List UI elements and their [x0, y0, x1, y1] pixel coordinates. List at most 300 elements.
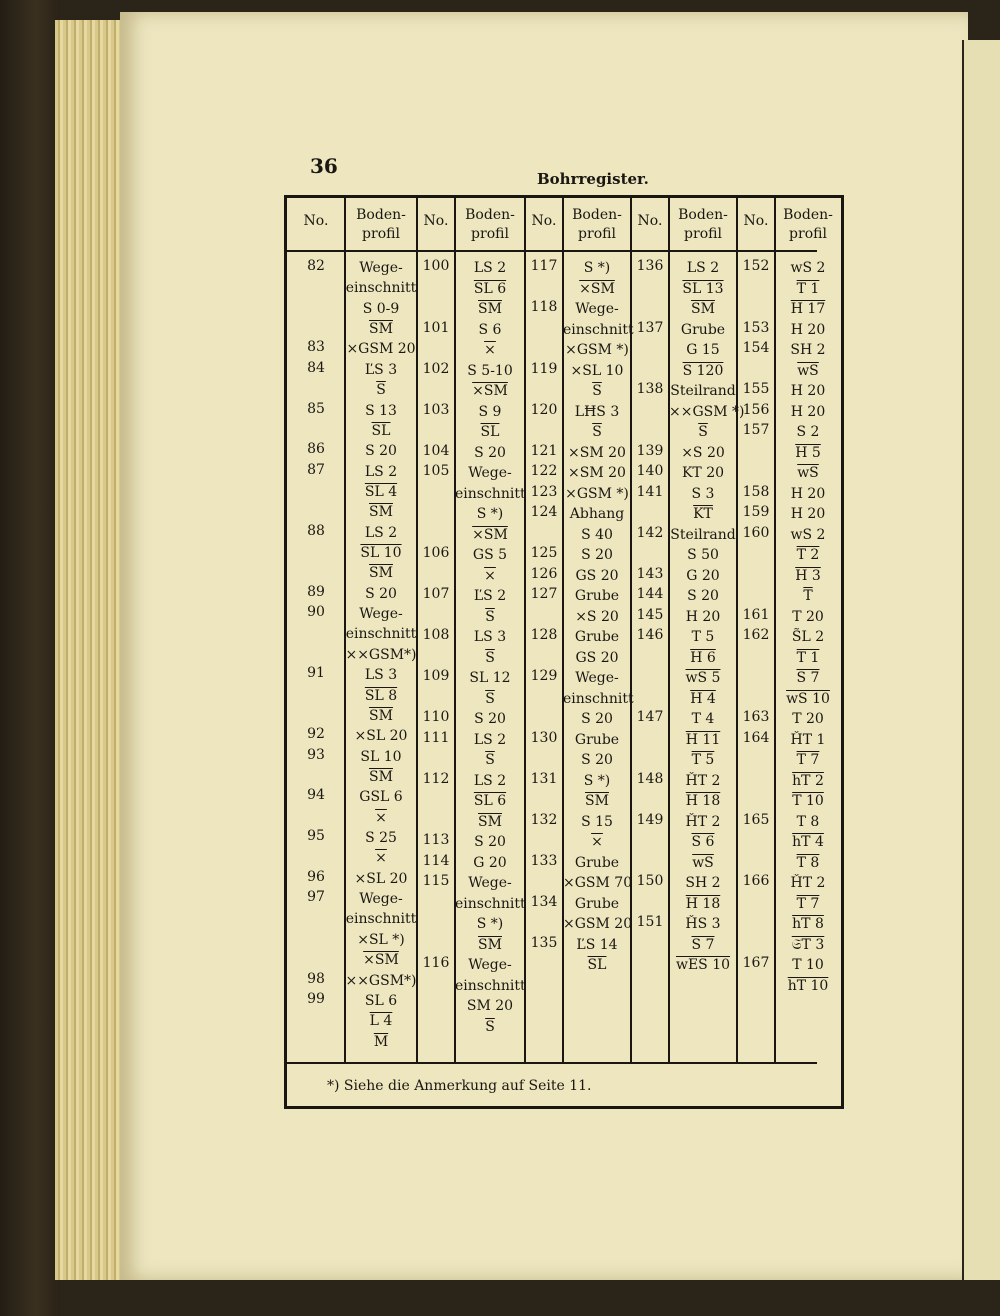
profil-line: $\overline{SM}$ — [369, 707, 393, 724]
profil-line: $\overline{S}$ — [592, 383, 602, 399]
bodenprofil-entry — [775, 422, 841, 484]
bodenprofil-entry — [563, 361, 631, 402]
row-number: 146 — [636, 627, 664, 643]
row-number: 149 — [636, 811, 664, 828]
profil-line: $\overline{SM}$ — [369, 768, 393, 785]
profil-line: S 13 — [365, 402, 397, 419]
bodenprofil-entry — [345, 258, 417, 339]
bodenprofil-entry — [669, 812, 737, 874]
profil-line: $\overline{SM}$ — [369, 565, 393, 582]
row-number: 128 — [530, 627, 558, 643]
bodenprofil-entry — [455, 853, 525, 874]
profil-line: T 10 — [792, 957, 824, 973]
bodenprofil-entry — [775, 812, 841, 874]
profil-line: ×GSM 20 — [346, 341, 416, 358]
bodenprofil-entry — [345, 462, 417, 523]
bodenprofil-entry — [345, 604, 417, 665]
bodenprofil-entry — [669, 525, 737, 566]
row-number: 90 — [307, 604, 325, 621]
profil-line: einschnitt — [563, 690, 634, 707]
profil-line: wS 2 — [790, 526, 826, 543]
profil-line: LS 3 — [473, 629, 507, 645]
bodenprofil-entry — [669, 320, 737, 382]
profil-line: ×GSM 70 — [563, 875, 633, 891]
profil-line: einschnitt — [455, 977, 526, 994]
profil-line: $\overline{SL}$ — [587, 957, 607, 973]
running-title: Bohrregister. — [537, 170, 649, 188]
bodenprofil-entry — [775, 955, 841, 996]
profil-line: Grube — [574, 629, 620, 645]
profil-line: H 20 — [790, 321, 826, 338]
profil-line: Steilrand — [670, 383, 736, 399]
profil-line: ĽS 2 — [473, 588, 507, 604]
profil-line: ȞT 2 — [685, 772, 721, 789]
profil-line: S 9 — [478, 403, 502, 420]
header-bodenprofil: Boden- profil — [356, 207, 406, 242]
profil-line: $\overline{SM}$ — [369, 504, 393, 521]
row-number: 113 — [422, 832, 450, 848]
profil-line: H 20 — [790, 485, 826, 502]
bodenprofil-entry — [563, 586, 631, 627]
profil-line: S 20 — [365, 443, 397, 460]
bodenprofil-entry — [345, 971, 417, 991]
row-number: 161 — [742, 606, 770, 623]
bodenprofil-entry — [455, 361, 525, 402]
profil-line: S *) — [476, 506, 504, 522]
bodenprofil-entry — [669, 586, 737, 607]
profil-line: T 10 — [792, 793, 824, 809]
row-number: 114 — [422, 852, 450, 869]
footnote: *) Siehe die Anmerkung auf Seite 11. — [327, 1078, 592, 1094]
profil-line: LS 2 — [364, 524, 398, 541]
row-number: 151 — [636, 914, 664, 930]
row-number: 131 — [530, 770, 558, 787]
bodenprofil-entry — [775, 730, 841, 812]
profil-line: ×SM 20 — [568, 465, 626, 481]
row-number: 102 — [422, 360, 450, 377]
profil-line: S 6 — [691, 834, 715, 850]
profil-line: SH 2 — [685, 875, 721, 891]
bodenprofil-entry — [563, 566, 631, 587]
row-number: 115 — [422, 873, 450, 889]
row-number: 100 — [422, 258, 450, 274]
profil-line: einschnitt — [345, 911, 417, 928]
row-number: 148 — [636, 770, 664, 787]
profil-line: S 20 — [474, 444, 506, 461]
bodenprofil-entry — [563, 771, 631, 812]
bodenprofil-entry — [455, 627, 525, 668]
header-no: No. — [637, 213, 663, 229]
profil-line: SM 20 — [466, 998, 514, 1014]
bodenprofil-entry — [669, 627, 737, 709]
footnote-rule — [287, 1062, 817, 1064]
profil-line: ×S 20 — [681, 444, 725, 461]
bodenprofil-entry — [775, 258, 841, 320]
bodenprofil-entry — [669, 607, 737, 628]
row-number: 136 — [636, 258, 664, 274]
row-number: 96 — [307, 868, 325, 885]
row-number: 120 — [530, 401, 558, 418]
profil-line: T 4 — [691, 711, 715, 727]
profil-line: Wege- — [468, 957, 512, 973]
row-number: 155 — [742, 381, 770, 397]
profil-line: SH 2 — [790, 342, 826, 358]
profil-line: wES 10 — [675, 957, 731, 973]
row-number: 117 — [530, 258, 558, 274]
bodenprofil-entry — [345, 523, 417, 584]
profil-line: × — [591, 834, 603, 850]
row-number: 143 — [636, 565, 664, 582]
profil-line: G 15 — [686, 342, 720, 358]
row-number: 167 — [742, 955, 770, 971]
profil-line: ×SM — [472, 383, 508, 399]
row-number: 87 — [307, 461, 325, 478]
row-number: 110 — [422, 709, 450, 725]
profil-line: Wege- — [359, 606, 403, 623]
bodenprofil-entry — [345, 401, 417, 442]
row-number: 101 — [422, 319, 450, 336]
profil-line: hT 8 — [792, 916, 824, 932]
profil-line: ĽS 3 — [364, 361, 398, 378]
bodenprofil-entry — [345, 665, 417, 726]
table-grid — [287, 198, 841, 1064]
profil-line: ×SL 10 — [570, 362, 624, 379]
profil-line: SL 10 — [360, 748, 402, 765]
row-number: 164 — [742, 729, 770, 746]
row-number: 95 — [307, 828, 325, 845]
profil-line: Grube — [574, 731, 620, 748]
profil-line: einschnitt — [455, 485, 526, 502]
profil-line: Grube — [680, 321, 726, 338]
profil-line: SL 13 — [682, 280, 724, 297]
profil-line: SL 10 — [360, 545, 402, 562]
row-number: 134 — [530, 893, 558, 910]
bodenprofil-entry — [345, 360, 417, 401]
profil-line: Abhang — [569, 506, 625, 522]
row-number: 107 — [422, 586, 450, 602]
profil-line: KT 20 — [681, 465, 725, 481]
row-number: 153 — [742, 319, 770, 336]
header-no: No. — [303, 213, 329, 229]
row-number: 112 — [422, 770, 450, 787]
row-number: 82 — [307, 258, 325, 274]
bodenprofil-entry — [563, 894, 631, 935]
row-number: 133 — [530, 852, 558, 869]
bodenprofil-entry — [563, 258, 631, 299]
header-no: No. — [743, 213, 769, 229]
profil-line: T 5 — [691, 752, 715, 768]
bodenprofil-entry — [669, 484, 737, 525]
bodenprofil-entry — [563, 402, 631, 443]
row-number: 104 — [422, 442, 450, 459]
profil-line: LS 2 — [364, 463, 398, 480]
bodenprofil-entry — [563, 484, 631, 505]
bodenprofil-entry — [669, 873, 737, 914]
profil-line: ȞT 2 — [790, 875, 826, 891]
profil-line: S 3 — [691, 485, 715, 502]
profil-line: Grube — [574, 895, 620, 912]
bodenprofil-entry — [775, 873, 841, 955]
row-number: 111 — [422, 729, 450, 746]
row-number: 139 — [636, 442, 664, 459]
row-number: 119 — [530, 360, 558, 377]
profil-line: ××GSM*) — [345, 972, 417, 989]
row-number: 142 — [636, 524, 664, 541]
profil-line: $\overline{S}$ — [485, 1018, 495, 1035]
profil-line: einschnitt — [563, 321, 634, 338]
profil-line: H 18 — [685, 793, 721, 809]
profil-line: H 18 — [685, 895, 721, 912]
profil-line: $\overline{SM}$ — [478, 813, 502, 830]
row-number: 162 — [742, 627, 770, 643]
bodenprofil-entry — [345, 726, 417, 746]
next-page-edge — [962, 40, 1000, 1280]
profil-line: $\overline{S}$ — [592, 424, 602, 440]
profil-line: $\overline{S}$ — [698, 424, 708, 440]
profil-line: LĦS 3 — [574, 403, 620, 420]
profil-line: S 7 — [796, 670, 820, 686]
profil-line: ȞT 2 — [685, 813, 721, 830]
bodenprofil-entry — [669, 463, 737, 484]
profil-line: S 20 — [581, 547, 613, 563]
row-number: 97 — [307, 889, 325, 906]
profil-line: T 20 — [792, 711, 824, 727]
profil-line: S 20 — [687, 588, 719, 604]
profil-line: H 6 — [690, 649, 716, 666]
header-no: No. — [423, 213, 449, 229]
profil-line: T 7 — [796, 752, 820, 768]
bodenprofil-entry — [455, 258, 525, 320]
profil-line: $\overline{S}$ — [485, 752, 495, 768]
bodenprofil-entry — [669, 381, 745, 443]
profil-line: ×SL 20 — [354, 728, 408, 745]
profil-line: S *) — [476, 916, 504, 932]
profil-line: T 1 — [796, 280, 820, 297]
profil-line: ×SM — [472, 526, 508, 543]
profil-line: Grube — [574, 854, 620, 871]
profil-line: H 20 — [790, 506, 826, 522]
profil-line: ×SM 20 — [568, 444, 626, 461]
row-number: 130 — [530, 729, 558, 746]
profil-line: Wege- — [575, 301, 619, 317]
profil-line: wS 10 — [786, 690, 830, 707]
profil-line: SL 6 — [473, 793, 507, 809]
row-number: 141 — [636, 483, 664, 500]
bodenprofil-entry — [345, 441, 417, 461]
profil-line: S 7 — [691, 936, 715, 953]
bodenprofil-entry — [455, 771, 525, 833]
profil-line: ×S 20 — [575, 608, 619, 625]
bodenprofil-entry — [455, 463, 525, 545]
profil-line: ĽS 14 — [576, 936, 618, 953]
profil-line: $\overline{SM}$ — [585, 793, 609, 809]
bodenprofil-entry — [669, 566, 737, 587]
row-number: 129 — [530, 668, 558, 684]
bodenprofil-entry — [775, 320, 841, 341]
row-number: 126 — [530, 565, 558, 582]
profil-line: $\overline{S}$ — [485, 690, 495, 707]
profil-line: $\overline{S}$ — [485, 649, 495, 666]
row-number: 154 — [742, 340, 770, 356]
row-number: 93 — [307, 746, 325, 763]
profil-line: S 20 — [581, 711, 613, 727]
bodenprofil-entry — [775, 504, 841, 525]
profil-line: Wege- — [359, 891, 403, 908]
row-number: 94 — [307, 787, 325, 804]
profil-line: T 5 — [691, 629, 715, 645]
profil-line: SL 8 — [364, 687, 398, 704]
profil-line: $\overline{SL}$ — [371, 422, 391, 439]
profil-line: × — [484, 567, 496, 584]
bodenprofil-entry — [345, 991, 417, 1052]
row-number: 89 — [307, 583, 325, 600]
row-number: 105 — [422, 463, 450, 479]
profil-line: $\overline{SM}$ — [478, 936, 502, 953]
row-number: 156 — [742, 401, 770, 418]
profil-line: $\overline{wS}$ — [797, 362, 819, 379]
bodenprofil-entry — [563, 668, 634, 730]
profil-line: H 17 — [790, 301, 826, 317]
profil-line: T 8 — [796, 854, 820, 871]
bodenprofil-entry — [455, 730, 525, 771]
profil-line: S 120 — [682, 362, 724, 379]
profil-line: G 20 — [686, 567, 720, 584]
profil-line: ȞS 3 — [685, 916, 721, 932]
bodenprofil-entry — [455, 873, 525, 955]
profil-line: hT 4 — [792, 834, 824, 850]
page-number: 36 — [310, 154, 338, 178]
profil-line: SL 12 — [469, 670, 511, 686]
bodenprofil-entry — [345, 869, 417, 889]
profil-line: Wege- — [575, 670, 619, 686]
profil-line: $\overline{SL}$ — [480, 424, 500, 440]
profil-line: $\overline{S}$ — [376, 382, 386, 399]
profil-line: × — [484, 342, 496, 358]
profil-line: wS 5 — [685, 670, 721, 686]
bodenprofil-entry — [775, 402, 841, 423]
profil-line: LS 2 — [473, 260, 507, 276]
profil-line: Wege- — [468, 465, 512, 481]
profil-line: ×SL 20 — [354, 870, 408, 887]
profil-line: S 5-10 — [467, 362, 513, 379]
bodenprofil-entry — [455, 955, 525, 1037]
row-number: 103 — [422, 401, 450, 418]
profil-line: ×SM — [579, 280, 615, 297]
profil-line: S 0-9 — [362, 300, 400, 317]
profil-line: Grube — [574, 588, 620, 604]
profil-line: $\overline{wS}$ — [797, 465, 819, 481]
profil-line: $\overline{SM}$ — [369, 321, 393, 338]
book-cover-edge — [0, 0, 60, 1316]
bodenprofil-entry — [775, 627, 841, 709]
profil-line: S 6 — [478, 321, 502, 338]
profil-line: × — [375, 809, 387, 826]
row-number: 138 — [636, 381, 664, 397]
profil-line: LS 2 — [473, 731, 507, 748]
bodenprofil-entry — [563, 935, 631, 976]
row-number: 166 — [742, 873, 770, 889]
profil-line: S̃L 2 — [791, 629, 825, 645]
bohrregister-table — [284, 195, 844, 1109]
bodenprofil-entry — [669, 771, 737, 812]
profil-line: ȞT 1 — [790, 731, 826, 748]
profil-line: H 4 — [690, 690, 716, 707]
row-number: 150 — [636, 873, 664, 889]
row-number: 121 — [530, 442, 558, 459]
bodenprofil-entry — [775, 709, 841, 730]
profil-line: Steilrand — [670, 526, 736, 543]
row-number: 88 — [307, 522, 325, 539]
profil-line: ×GSM *) — [565, 342, 629, 358]
profil-line: $\overline{wS}$ — [692, 854, 714, 871]
profil-line: T 20 — [792, 608, 824, 625]
profil-line: einschnitt — [455, 895, 526, 912]
profil-line: H 5 — [795, 444, 821, 461]
profil-line: LS 2 — [686, 260, 720, 276]
bodenprofil-entry — [563, 299, 634, 361]
profil-line: H 3 — [795, 567, 821, 584]
profil-line: ×GSM 20 — [563, 916, 633, 932]
bodenprofil-entry — [669, 258, 737, 320]
profil-line: H 20 — [790, 383, 826, 399]
profil-line: SL 6 — [473, 280, 507, 297]
row-number: 125 — [530, 545, 558, 561]
bodenprofil-entry — [455, 586, 525, 627]
profil-line: S 20 — [365, 585, 397, 602]
profil-line: S 2 — [796, 424, 820, 440]
bodenprofil-entry — [563, 545, 631, 566]
row-number: 108 — [422, 627, 450, 643]
profil-line: ××GSM *) — [669, 403, 745, 420]
profil-line: GS 20 — [575, 649, 619, 666]
profil-line: SL 6 — [364, 992, 398, 1009]
row-number: 123 — [530, 483, 558, 500]
bodenprofil-entry — [345, 339, 417, 359]
profil-line: $\overline{SM}$ — [691, 301, 715, 317]
header-no: No. — [531, 213, 557, 229]
header-bodenprofil: Boden- profil — [678, 207, 728, 242]
row-number: 116 — [422, 955, 450, 971]
profil-line: ×SL *) — [357, 931, 405, 948]
row-number: 98 — [307, 970, 325, 987]
profil-line: S 50 — [687, 547, 719, 563]
bodenprofil-entry — [669, 914, 737, 976]
bodenprofil-entry — [455, 832, 525, 853]
profil-line: Wege- — [468, 875, 512, 891]
profil-line: ××GSM*) — [345, 646, 417, 663]
profil-line: SL 4 — [364, 483, 398, 500]
row-number: 157 — [742, 422, 770, 438]
profil-line: S *) — [583, 260, 611, 276]
profil-line: T 1 — [796, 649, 820, 666]
bodenprofil-entry — [563, 463, 631, 484]
row-number: 118 — [530, 299, 558, 315]
bodenprofil-entry — [775, 340, 841, 381]
row-number: 144 — [636, 586, 664, 602]
bodenprofil-entry — [345, 828, 417, 869]
row-number: 84 — [307, 359, 325, 376]
row-number: 163 — [742, 709, 770, 725]
profil-line: S 20 — [474, 834, 506, 850]
profil-line: S 20 — [581, 752, 613, 768]
row-number: 165 — [742, 811, 770, 828]
profil-line: einschnitt — [345, 626, 417, 643]
bodenprofil-entry — [455, 402, 525, 443]
bodenprofil-entry — [563, 504, 631, 545]
bodenprofil-entry — [563, 443, 631, 464]
profil-line: T 8 — [796, 813, 820, 830]
row-number: 137 — [636, 319, 664, 336]
